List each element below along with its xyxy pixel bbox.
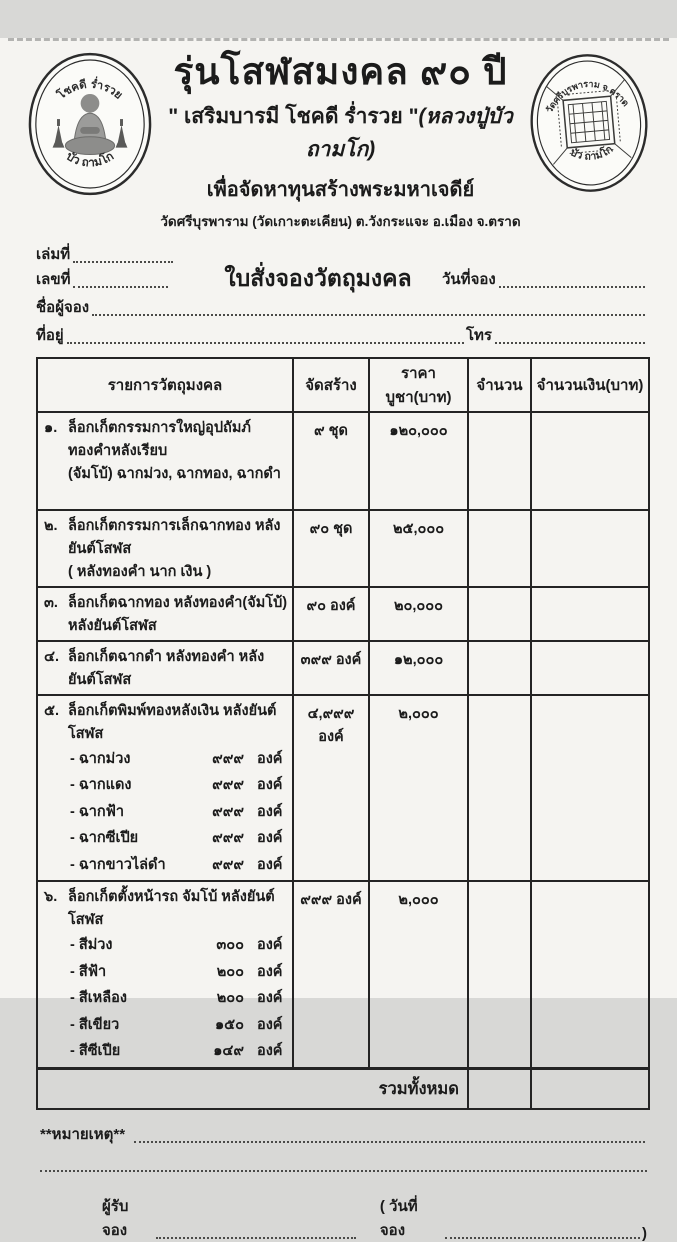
book-no-blank (73, 261, 173, 263)
item-line (44, 417, 290, 463)
sub-item (44, 772, 290, 799)
row-number: ๔. (44, 648, 60, 665)
order-quantity-cell (468, 510, 531, 587)
order-quantity-cell (468, 412, 531, 510)
note-blank-1 (134, 1141, 645, 1143)
sub-item-label: - สีเขียว (70, 1016, 120, 1033)
row-number: ๒. (44, 517, 58, 534)
sub-item (44, 1038, 290, 1065)
sub-item-qty: ๑๕๐ (214, 1016, 244, 1033)
price-cell: ๑๒๐,๐๐๐ (369, 412, 468, 510)
table-row (37, 641, 649, 695)
amount-cell (531, 587, 649, 641)
sub-item-label: - สีฟ้า (70, 963, 107, 980)
sub-item-qty: ๓๐๐ (216, 937, 244, 954)
made-quantity-cell: ๙๙๙ องค์ (293, 881, 369, 1068)
no-label: เลขที่ (36, 270, 71, 288)
no-blank (73, 286, 168, 288)
row-number: ๕. (44, 702, 60, 719)
sub-item-qty: ๙๙๙ (212, 750, 244, 767)
form-title: ใบสั่งจองวัตถุมงคล (224, 264, 412, 291)
item-line (44, 886, 290, 932)
row-number: ๓. (44, 594, 58, 611)
table-row (37, 510, 649, 587)
order-quantity-cell (468, 881, 531, 1068)
sub-item-unit: องค์ (257, 990, 283, 1007)
sub-item-qty: ๙๙๙ (212, 830, 244, 847)
yantra-amulet-seal (521, 44, 657, 202)
item-text-line2: ( หลังทองคำ นาก เงิน ) (68, 563, 212, 580)
order-date-label: วันที่จอง (442, 270, 496, 288)
item-text-line2: (จัมโบ้) ฉากม่วง, ฉากทอง, ฉากดำ (68, 465, 281, 482)
column-header-4: จำนวนเงิน(บาท) (531, 358, 649, 412)
amount-cell (531, 412, 649, 510)
item-cell (37, 412, 293, 510)
made-quantity-cell: ๔,๙๙๙ องค์ (293, 695, 369, 882)
sub-item-unit: องค์ (257, 1043, 283, 1060)
book-no-row (36, 242, 647, 266)
sign-date-close: ) (642, 1224, 647, 1242)
column-header-1: จัดสร้าง (293, 358, 369, 412)
column-header-0: รายการวัตถุมงคล (37, 358, 293, 412)
address-blank (67, 342, 464, 344)
header (0, 41, 677, 232)
sub-item-unit: องค์ (257, 856, 283, 873)
receiver-blank (156, 1237, 356, 1239)
seal-left-top-text: โชคดี ร่ำรวย (55, 78, 125, 102)
slogan-monk-name: (หลวงปู่บัว ถามโก) (305, 104, 513, 161)
form-info (0, 232, 677, 347)
order-form-page (0, 38, 677, 1242)
made-quantity-cell: ๙๐ องค์ (293, 587, 369, 641)
sub-item-label: - ฉากฟ้า (70, 803, 125, 820)
sub-item (44, 799, 290, 826)
sub-item-qty: ๒๐๐ (216, 963, 244, 980)
item-text: ล็อกเก็ตกรรมการใหญ่อุปถัมภ์ ทองคำหลังเรียบ (68, 419, 251, 459)
order-table (36, 357, 650, 1110)
total-label: รวมทั้งหมด (37, 1068, 468, 1109)
item-cell (37, 695, 293, 882)
item-line (44, 700, 290, 746)
column-header-2: ราคาบูชา(บาท) (369, 358, 468, 412)
sub-item-qty: ๙๙๙ (212, 777, 244, 794)
total-row (37, 1068, 649, 1109)
receiver-label: ผู้รับจอง (102, 1197, 129, 1239)
item-line (44, 515, 290, 561)
table-header (37, 358, 649, 412)
slogan-quoted: " เสริมบารมี โชคดี ร่ำรวย " (168, 104, 419, 128)
order-quantity-cell (468, 641, 531, 695)
sub-item-unit: องค์ (257, 937, 283, 954)
price-cell: ๒๕,๐๐๐ (369, 510, 468, 587)
sub-item-unit: องค์ (257, 830, 283, 847)
price-cell: ๒,๐๐๐ (369, 695, 468, 882)
temple-address-line: วัดศรีบุรพาราม (วัดเกาะตะเคียน) ต.วังกระแจะ อ.เมือง จ.ตราด (160, 213, 521, 229)
order-quantity-cell (468, 587, 531, 641)
price-cell: ๒๐,๐๐๐ (369, 587, 468, 641)
order-date-blank (499, 286, 645, 288)
price-cell: ๑๒,๐๐๐ (369, 641, 468, 695)
amount-cell (531, 881, 649, 1068)
sub-item-qty: ๑๔๙ (213, 1043, 244, 1060)
sign-date-open: ( วันที่จอง (379, 1197, 418, 1239)
made-quantity-cell: ๓๙๙ องค์ (293, 641, 369, 695)
sub-item (44, 746, 290, 773)
seal-right-bottom-text: บัว ถามโก (568, 144, 616, 163)
sub-item-unit: องค์ (257, 777, 283, 794)
item-line (44, 592, 290, 638)
table-row (37, 881, 649, 1068)
address-label: ที่อยู่ (36, 326, 64, 344)
item-text: ล็อกเก็ตตั้งหน้ารถ จัมโบ้ หลังยันต์โสฬส (68, 889, 275, 929)
amount-cell (531, 510, 649, 587)
name-row (36, 295, 647, 319)
sub-item-qty: ๒๐๐ (216, 990, 244, 1007)
made-quantity-cell: ๙ ชุด (293, 412, 369, 510)
sub-item-label: - สีซีเปีย (70, 1043, 121, 1060)
sub-item-unit: องค์ (257, 750, 283, 767)
item-cell (37, 510, 293, 587)
item-cell (37, 881, 293, 1068)
total-quantity-cell (468, 1068, 531, 1109)
edition-slogan (154, 100, 527, 166)
sub-item (44, 932, 290, 959)
sub-item (44, 825, 290, 852)
address-row (36, 323, 647, 347)
item-cell (37, 641, 293, 695)
name-blank (92, 314, 645, 316)
sub-item (44, 852, 290, 879)
purpose-line: เพื่อจัดหาทุนสร้างพระมหาเจดีย์ (206, 178, 475, 201)
book-no-label: เล่มที่ (36, 245, 71, 263)
header-center (154, 49, 527, 232)
made-quantity-cell: ๙๐ ชุด (293, 510, 369, 587)
footer-notes (0, 1110, 677, 1242)
sub-item-qty: ๙๙๙ (212, 856, 244, 873)
sign-date-blank (445, 1237, 640, 1239)
item-text: ล็อกเก็ตพิมพ์ทองหลังเงิน หลังยันต์โสฬส (68, 702, 277, 742)
phone-blank (495, 342, 645, 344)
number-title-row (36, 266, 647, 291)
sub-item (44, 985, 290, 1012)
signature-row (40, 1194, 647, 1242)
sub-item-label: - สีเหลือง (70, 990, 127, 1007)
row-number: ๖. (44, 889, 58, 906)
table-row (37, 695, 649, 882)
sub-item-label: - ฉากม่วง (70, 750, 131, 767)
note-label: **หมายเหตุ** (40, 1125, 126, 1143)
sub-item (44, 959, 290, 986)
row-number: ๑. (44, 419, 58, 436)
seal-right-top-text: วัดศรีบุรพาราม จ.ตราด (544, 78, 631, 115)
price-cell: ๒,๐๐๐ (369, 881, 468, 1068)
note-blank-2 (40, 1168, 647, 1172)
column-header-3: จำนวน (468, 358, 531, 412)
order-quantity-cell (468, 695, 531, 882)
table-row (37, 412, 649, 510)
sub-item-label: - ฉากซีเปีย (70, 830, 139, 847)
sub-item-label: - สีม่วง (70, 937, 113, 954)
sub-item-qty: ๙๙๙ (212, 803, 244, 820)
seal-left-bottom-text: บัว ถามโก (63, 148, 117, 170)
sub-item-unit: องค์ (257, 1016, 283, 1033)
item-text: ล็อกเก็ตฉากทอง หลังทองคำ(จัมโบ้) หลังยันต์โสฬส (68, 594, 288, 634)
sub-item (44, 1012, 290, 1039)
monk-portrait-seal (26, 49, 154, 199)
sub-item-unit: องค์ (257, 803, 283, 820)
item-text: ล็อกเก็ตฉากดำ หลังทองคำ หลังยันต์โสฬส (68, 648, 265, 688)
amount-cell (531, 641, 649, 695)
amount-cell (531, 695, 649, 882)
item-line (44, 646, 290, 692)
item-text: ล็อกเก็ตกรรมการเล็กฉากทอง หลังยันต์โสฬส (68, 517, 281, 557)
item-cell (37, 587, 293, 641)
sub-item-label: - ฉากแดง (70, 777, 132, 794)
sub-item-unit: องค์ (257, 963, 283, 980)
sub-item-label: - ฉากขาวไล่ดำ (70, 856, 166, 873)
table-row (37, 587, 649, 641)
note-row (40, 1122, 647, 1146)
total-amount-cell (531, 1068, 649, 1109)
edition-title: รุ่นโสฬสมงคล ๙๐ ปี (173, 51, 508, 92)
name-label: ชื่อผู้จอง (36, 298, 90, 316)
phone-label: โทร (465, 326, 492, 344)
